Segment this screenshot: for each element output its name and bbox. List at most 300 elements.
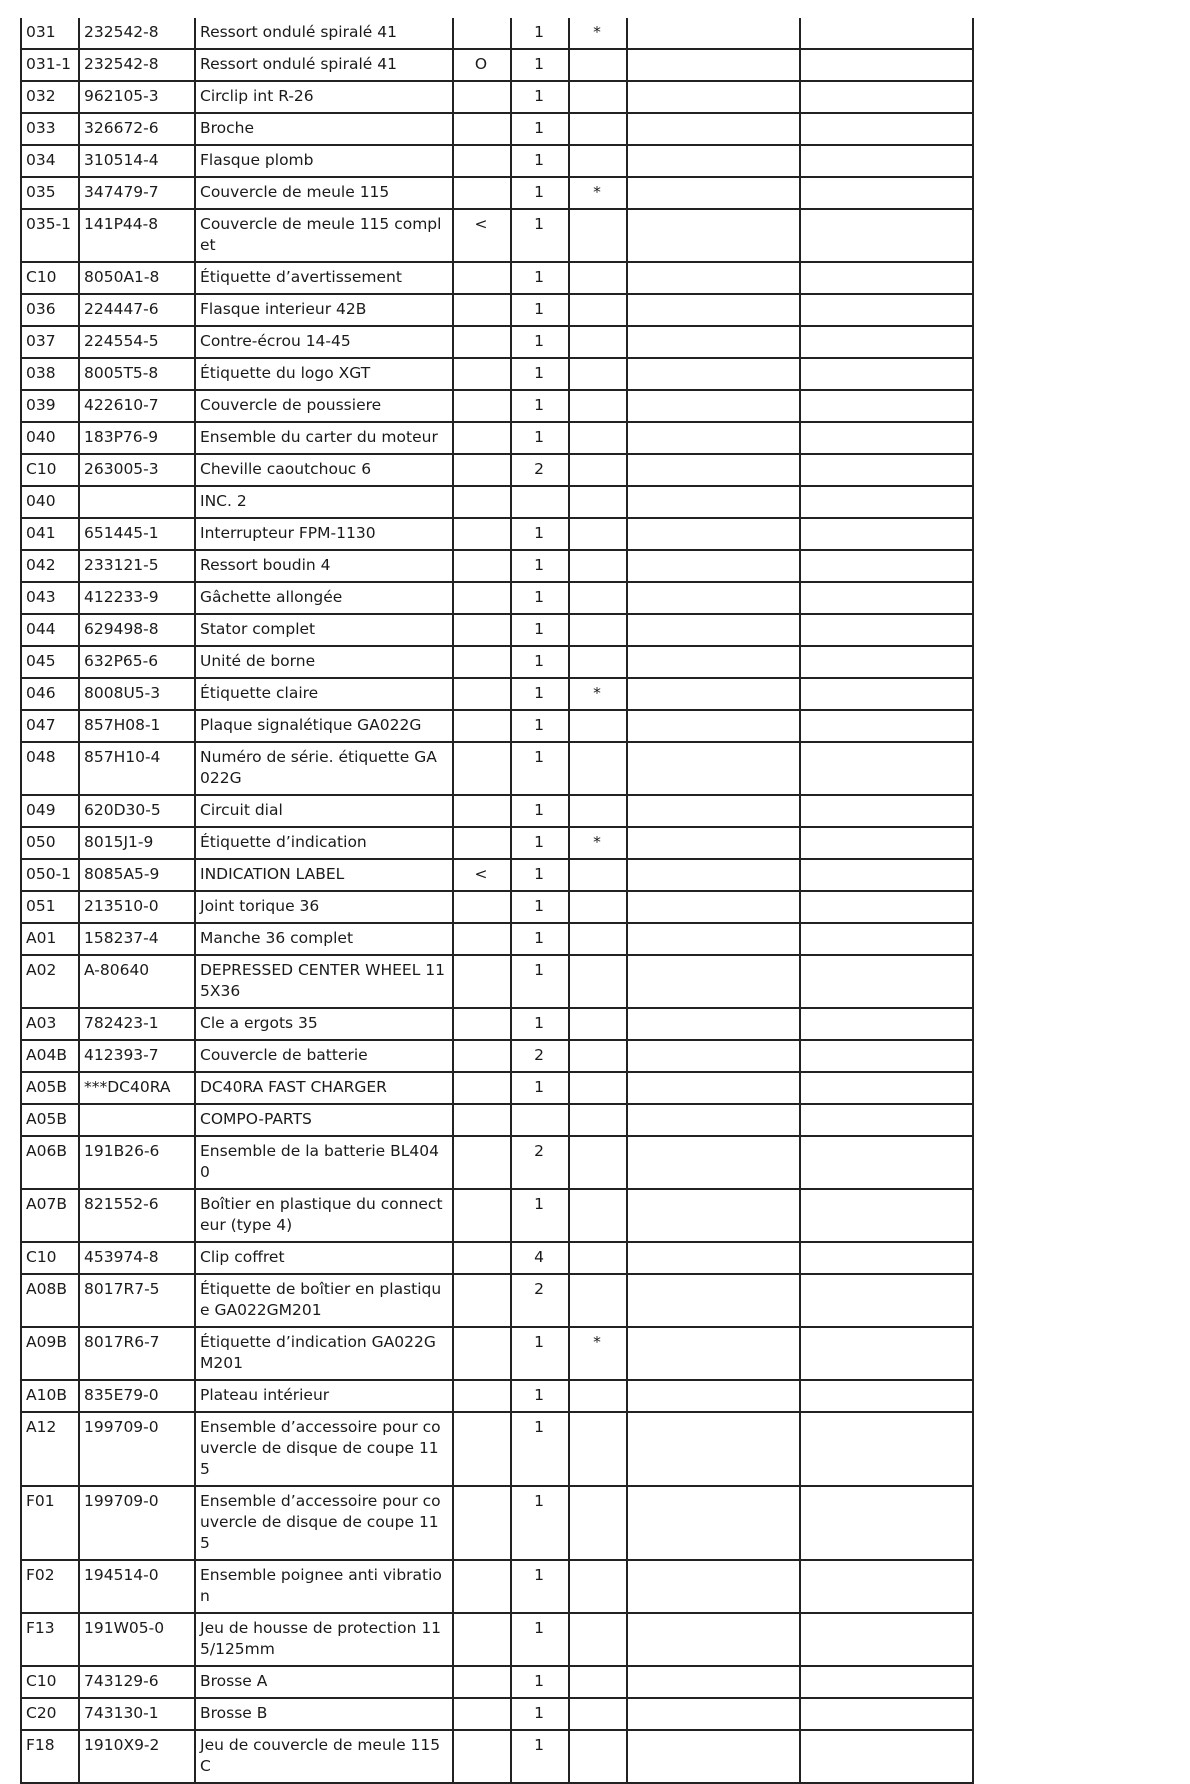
note-cell (569, 710, 627, 742)
blank-cell-2 (800, 113, 973, 145)
blank-cell-1 (627, 209, 800, 262)
interchange-cell (453, 1613, 511, 1666)
note-cell: * (569, 678, 627, 710)
blank-cell-2 (800, 486, 973, 518)
ref-cell: C10 (21, 454, 79, 486)
table-row (21, 1189, 973, 1242)
blank-cell-1 (627, 859, 800, 891)
part-number-cell: 412393-7 (79, 1040, 195, 1072)
note-cell (569, 294, 627, 326)
ref-cell: 050 (21, 827, 79, 859)
interchange-cell (453, 1412, 511, 1486)
table-row (21, 518, 973, 550)
ref-cell: F18 (21, 1730, 79, 1783)
quantity-cell (511, 486, 569, 518)
quantity-cell: 1 (511, 646, 569, 678)
ref-cell: 042 (21, 550, 79, 582)
blank-cell-1 (627, 1008, 800, 1040)
blank-cell-1 (627, 891, 800, 923)
blank-cell-2 (800, 49, 973, 81)
quantity-cell: 1 (511, 1613, 569, 1666)
quantity-cell: 2 (511, 1040, 569, 1072)
ref-cell: 035-1 (21, 209, 79, 262)
blank-cell-2 (800, 678, 973, 710)
description-cell: Étiquette du logo XGT (195, 358, 453, 390)
note-cell (569, 518, 627, 550)
description-cell: Circlip int R-26 (195, 81, 453, 113)
part-number-cell: 1910X9-2 (79, 1730, 195, 1783)
note-cell (569, 646, 627, 678)
parts-table (20, 18, 974, 1784)
quantity-cell: 1 (511, 614, 569, 646)
interchange-cell (453, 827, 511, 859)
quantity-cell: 1 (511, 550, 569, 582)
blank-cell-1 (627, 614, 800, 646)
ref-cell: A05B (21, 1072, 79, 1104)
blank-cell-2 (800, 827, 973, 859)
quantity-cell: 1 (511, 177, 569, 209)
part-number-cell: 962105-3 (79, 81, 195, 113)
blank-cell-2 (800, 1730, 973, 1783)
note-cell: * (569, 1327, 627, 1380)
interchange-cell (453, 582, 511, 614)
quantity-cell: 1 (511, 518, 569, 550)
quantity-cell (511, 1104, 569, 1136)
blank-cell-1 (627, 1560, 800, 1613)
table-row (21, 678, 973, 710)
description-cell: Étiquette de boîtier en plastique GA022GM201 (195, 1274, 453, 1327)
interchange-cell (453, 326, 511, 358)
note-cell (569, 550, 627, 582)
note-cell (569, 859, 627, 891)
blank-cell-1 (627, 1380, 800, 1412)
table-row (21, 550, 973, 582)
part-number-cell (79, 1104, 195, 1136)
interchange-cell (453, 1327, 511, 1380)
interchange-cell (453, 145, 511, 177)
description-cell: Ensemble d’accessoire pour couvercle de disque de coupe 115 (195, 1412, 453, 1486)
note-cell (569, 1274, 627, 1327)
description-cell: Ressort ondulé spiralé 41 (195, 18, 453, 49)
blank-cell-1 (627, 422, 800, 454)
interchange-cell (453, 1666, 511, 1698)
blank-cell-2 (800, 518, 973, 550)
part-number-cell: 743130-1 (79, 1698, 195, 1730)
table-row (21, 582, 973, 614)
note-cell (569, 1412, 627, 1486)
part-number-cell: 199709-0 (79, 1486, 195, 1560)
quantity-cell: 1 (511, 1666, 569, 1698)
note-cell: * (569, 18, 627, 49)
blank-cell-2 (800, 390, 973, 422)
table-row (21, 209, 973, 262)
quantity-cell: 1 (511, 81, 569, 113)
ref-cell: C10 (21, 1666, 79, 1698)
blank-cell-1 (627, 1274, 800, 1327)
note-cell (569, 742, 627, 795)
blank-cell-1 (627, 18, 800, 49)
ref-cell: A12 (21, 1412, 79, 1486)
note-cell (569, 49, 627, 81)
description-cell: DC40RA FAST CHARGER (195, 1072, 453, 1104)
interchange-cell (453, 550, 511, 582)
part-number-cell: 8050A1-8 (79, 262, 195, 294)
quantity-cell: 1 (511, 891, 569, 923)
ref-cell: 051 (21, 891, 79, 923)
quantity-cell: 1 (511, 827, 569, 859)
blank-cell-2 (800, 145, 973, 177)
part-number-cell: 326672-6 (79, 113, 195, 145)
table-row (21, 827, 973, 859)
interchange-cell (453, 486, 511, 518)
interchange-cell (453, 1560, 511, 1613)
ref-cell: F01 (21, 1486, 79, 1560)
table-row (21, 294, 973, 326)
blank-cell-2 (800, 1327, 973, 1380)
blank-cell-1 (627, 145, 800, 177)
blank-cell-1 (627, 113, 800, 145)
interchange-cell (453, 891, 511, 923)
note-cell (569, 923, 627, 955)
description-cell: Ensemble du carter du moteur (195, 422, 453, 454)
blank-cell-2 (800, 859, 973, 891)
description-cell: Brosse B (195, 1698, 453, 1730)
blank-cell-1 (627, 1412, 800, 1486)
table-row (21, 486, 973, 518)
description-cell: Flasque plomb (195, 145, 453, 177)
interchange-cell (453, 795, 511, 827)
blank-cell-1 (627, 795, 800, 827)
note-cell (569, 390, 627, 422)
table-row (21, 1666, 973, 1698)
ref-cell: A03 (21, 1008, 79, 1040)
blank-cell-1 (627, 177, 800, 209)
blank-cell-2 (800, 582, 973, 614)
blank-cell-1 (627, 1189, 800, 1242)
ref-cell: A09B (21, 1327, 79, 1380)
note-cell (569, 262, 627, 294)
quantity-cell: 1 (511, 923, 569, 955)
description-cell: Ensemble de la batterie BL4040 (195, 1136, 453, 1189)
ref-cell: A10B (21, 1380, 79, 1412)
note-cell (569, 955, 627, 1008)
ref-cell: F13 (21, 1613, 79, 1666)
quantity-cell: 1 (511, 1008, 569, 1040)
blank-cell-1 (627, 582, 800, 614)
description-cell: COMPO-PARTS (195, 1104, 453, 1136)
interchange-cell (453, 390, 511, 422)
blank-cell-2 (800, 923, 973, 955)
part-number-cell: 310514-4 (79, 145, 195, 177)
ref-cell: A02 (21, 955, 79, 1008)
description-cell: Gâchette allongée (195, 582, 453, 614)
ref-cell: 047 (21, 710, 79, 742)
description-cell: Unité de borne (195, 646, 453, 678)
part-number-cell: 224447-6 (79, 294, 195, 326)
note-cell (569, 1486, 627, 1560)
table-row (21, 1613, 973, 1666)
blank-cell-1 (627, 1486, 800, 1560)
description-cell: Plaque signalétique GA022G (195, 710, 453, 742)
description-cell: INDICATION LABEL (195, 859, 453, 891)
blank-cell-2 (800, 1486, 973, 1560)
ref-cell: 036 (21, 294, 79, 326)
part-number-cell: 232542-8 (79, 49, 195, 81)
interchange-cell (453, 1008, 511, 1040)
blank-cell-1 (627, 955, 800, 1008)
ref-cell: C20 (21, 1698, 79, 1730)
blank-cell-2 (800, 1189, 973, 1242)
blank-cell-2 (800, 1008, 973, 1040)
interchange-cell (453, 1698, 511, 1730)
quantity-cell: 1 (511, 1189, 569, 1242)
blank-cell-1 (627, 390, 800, 422)
blank-cell-2 (800, 955, 973, 1008)
table-row (21, 795, 973, 827)
description-cell: Plateau intérieur (195, 1380, 453, 1412)
note-cell (569, 486, 627, 518)
table-row (21, 390, 973, 422)
quantity-cell: 1 (511, 262, 569, 294)
interchange-cell (453, 646, 511, 678)
ref-cell: A01 (21, 923, 79, 955)
blank-cell-2 (800, 1040, 973, 1072)
interchange-cell: < (453, 209, 511, 262)
table-row (21, 422, 973, 454)
description-cell: Cle a ergots 35 (195, 1008, 453, 1040)
part-number-cell: 835E79-0 (79, 1380, 195, 1412)
part-number-cell: 158237-4 (79, 923, 195, 955)
note-cell (569, 209, 627, 262)
note-cell (569, 1730, 627, 1783)
interchange-cell (453, 81, 511, 113)
blank-cell-1 (627, 1730, 800, 1783)
quantity-cell: 2 (511, 454, 569, 486)
note-cell (569, 1008, 627, 1040)
blank-cell-1 (627, 486, 800, 518)
blank-cell-1 (627, 1136, 800, 1189)
part-number-cell: 141P44-8 (79, 209, 195, 262)
ref-cell: 040 (21, 422, 79, 454)
blank-cell-1 (627, 1698, 800, 1730)
interchange-cell (453, 262, 511, 294)
note-cell (569, 1242, 627, 1274)
blank-cell-1 (627, 678, 800, 710)
blank-cell-1 (627, 1242, 800, 1274)
interchange-cell (453, 614, 511, 646)
blank-cell-2 (800, 550, 973, 582)
interchange-cell (453, 742, 511, 795)
note-cell (569, 795, 627, 827)
quantity-cell: 1 (511, 955, 569, 1008)
part-number-cell (79, 486, 195, 518)
blank-cell-2 (800, 1242, 973, 1274)
table-row (21, 18, 973, 49)
quantity-cell: 1 (511, 209, 569, 262)
blank-cell-2 (800, 1666, 973, 1698)
quantity-cell: 1 (511, 1412, 569, 1486)
quantity-cell: 2 (511, 1274, 569, 1327)
blank-cell-1 (627, 923, 800, 955)
part-number-cell: 743129-6 (79, 1666, 195, 1698)
table-row (21, 710, 973, 742)
description-cell: Brosse A (195, 1666, 453, 1698)
note-cell (569, 113, 627, 145)
quantity-cell: 1 (511, 145, 569, 177)
parts-table-body (21, 18, 973, 1783)
note-cell (569, 1698, 627, 1730)
description-cell: Jeu de couvercle de meule 115C (195, 1730, 453, 1783)
part-number-cell: 821552-6 (79, 1189, 195, 1242)
table-row (21, 1274, 973, 1327)
note-cell (569, 1136, 627, 1189)
note-cell (569, 1380, 627, 1412)
blank-cell-1 (627, 326, 800, 358)
part-number-cell: 8085A5-9 (79, 859, 195, 891)
table-row (21, 923, 973, 955)
description-cell: Manche 36 complet (195, 923, 453, 955)
interchange-cell (453, 454, 511, 486)
part-number-cell: 8017R7-5 (79, 1274, 195, 1327)
interchange-cell (453, 1730, 511, 1783)
part-number-cell: 412233-9 (79, 582, 195, 614)
ref-cell: A08B (21, 1274, 79, 1327)
ref-cell: 039 (21, 390, 79, 422)
part-number-cell: 857H10-4 (79, 742, 195, 795)
part-number-cell: 8005T5-8 (79, 358, 195, 390)
quantity-cell: 1 (511, 390, 569, 422)
quantity-cell: 1 (511, 1698, 569, 1730)
blank-cell-1 (627, 742, 800, 795)
blank-cell-1 (627, 262, 800, 294)
table-row (21, 646, 973, 678)
ref-cell: 033 (21, 113, 79, 145)
ref-cell: 048 (21, 742, 79, 795)
note-cell (569, 1189, 627, 1242)
interchange-cell (453, 710, 511, 742)
part-number-cell: 224554-5 (79, 326, 195, 358)
description-cell: Cheville caoutchouc 6 (195, 454, 453, 486)
note-cell (569, 454, 627, 486)
blank-cell-1 (627, 49, 800, 81)
part-number-cell: 191W05-0 (79, 1613, 195, 1666)
note-cell (569, 81, 627, 113)
table-row (21, 1412, 973, 1486)
table-row (21, 742, 973, 795)
blank-cell-2 (800, 742, 973, 795)
blank-cell-2 (800, 358, 973, 390)
note-cell (569, 422, 627, 454)
description-cell: Numéro de série. étiquette GA022G (195, 742, 453, 795)
ref-cell: 037 (21, 326, 79, 358)
table-row (21, 262, 973, 294)
quantity-cell: 1 (511, 678, 569, 710)
interchange-cell (453, 1136, 511, 1189)
part-number-cell: 347479-7 (79, 177, 195, 209)
table-row (21, 1730, 973, 1783)
table-row (21, 145, 973, 177)
interchange-cell (453, 1189, 511, 1242)
note-cell (569, 326, 627, 358)
ref-cell: 043 (21, 582, 79, 614)
blank-cell-2 (800, 710, 973, 742)
table-row (21, 358, 973, 390)
ref-cell: 050-1 (21, 859, 79, 891)
ref-cell: 034 (21, 145, 79, 177)
description-cell: INC. 2 (195, 486, 453, 518)
table-row (21, 177, 973, 209)
note-cell (569, 1104, 627, 1136)
table-row (21, 1040, 973, 1072)
quantity-cell: 1 (511, 294, 569, 326)
blank-cell-1 (627, 827, 800, 859)
part-number-cell: 453974-8 (79, 1242, 195, 1274)
ref-cell: A05B (21, 1104, 79, 1136)
blank-cell-1 (627, 81, 800, 113)
note-cell (569, 891, 627, 923)
blank-cell-1 (627, 1104, 800, 1136)
table-row (21, 859, 973, 891)
description-cell: Joint torique 36 (195, 891, 453, 923)
part-number-cell: 8015J1-9 (79, 827, 195, 859)
note-cell (569, 1072, 627, 1104)
table-row (21, 1242, 973, 1274)
quantity-cell: 1 (511, 1560, 569, 1613)
quantity-cell: 1 (511, 710, 569, 742)
table-row (21, 1136, 973, 1189)
note-cell (569, 614, 627, 646)
interchange-cell (453, 1104, 511, 1136)
note-cell: * (569, 177, 627, 209)
blank-cell-2 (800, 1136, 973, 1189)
table-row (21, 1072, 973, 1104)
description-cell: Boîtier en plastique du connecteur (type 4) (195, 1189, 453, 1242)
quantity-cell: 1 (511, 422, 569, 454)
ref-cell: 038 (21, 358, 79, 390)
quantity-cell: 1 (511, 742, 569, 795)
ref-cell: 031 (21, 18, 79, 49)
description-cell: Étiquette d’avertissement (195, 262, 453, 294)
description-cell: Étiquette claire (195, 678, 453, 710)
blank-cell-2 (800, 1072, 973, 1104)
quantity-cell: 1 (511, 859, 569, 891)
table-row (21, 326, 973, 358)
description-cell: Couvercle de poussiere (195, 390, 453, 422)
note-cell (569, 1560, 627, 1613)
blank-cell-1 (627, 1072, 800, 1104)
blank-cell-2 (800, 1560, 973, 1613)
blank-cell-2 (800, 891, 973, 923)
quantity-cell: 1 (511, 582, 569, 614)
description-cell: Ressort ondulé spiralé 41 (195, 49, 453, 81)
part-number-cell: 8008U5-3 (79, 678, 195, 710)
interchange-cell (453, 1040, 511, 1072)
ref-cell: A04B (21, 1040, 79, 1072)
description-cell: Couvercle de meule 115 (195, 177, 453, 209)
interchange-cell (453, 18, 511, 49)
description-cell: Jeu de housse de protection 115/125mm (195, 1613, 453, 1666)
description-cell: Flasque interieur 42B (195, 294, 453, 326)
note-cell (569, 1040, 627, 1072)
interchange-cell (453, 1072, 511, 1104)
note-cell (569, 145, 627, 177)
blank-cell-2 (800, 294, 973, 326)
interchange-cell (453, 923, 511, 955)
quantity-cell: 1 (511, 1486, 569, 1560)
description-cell: Étiquette d’indication (195, 827, 453, 859)
table-row (21, 454, 973, 486)
description-cell: Clip coffret (195, 1242, 453, 1274)
